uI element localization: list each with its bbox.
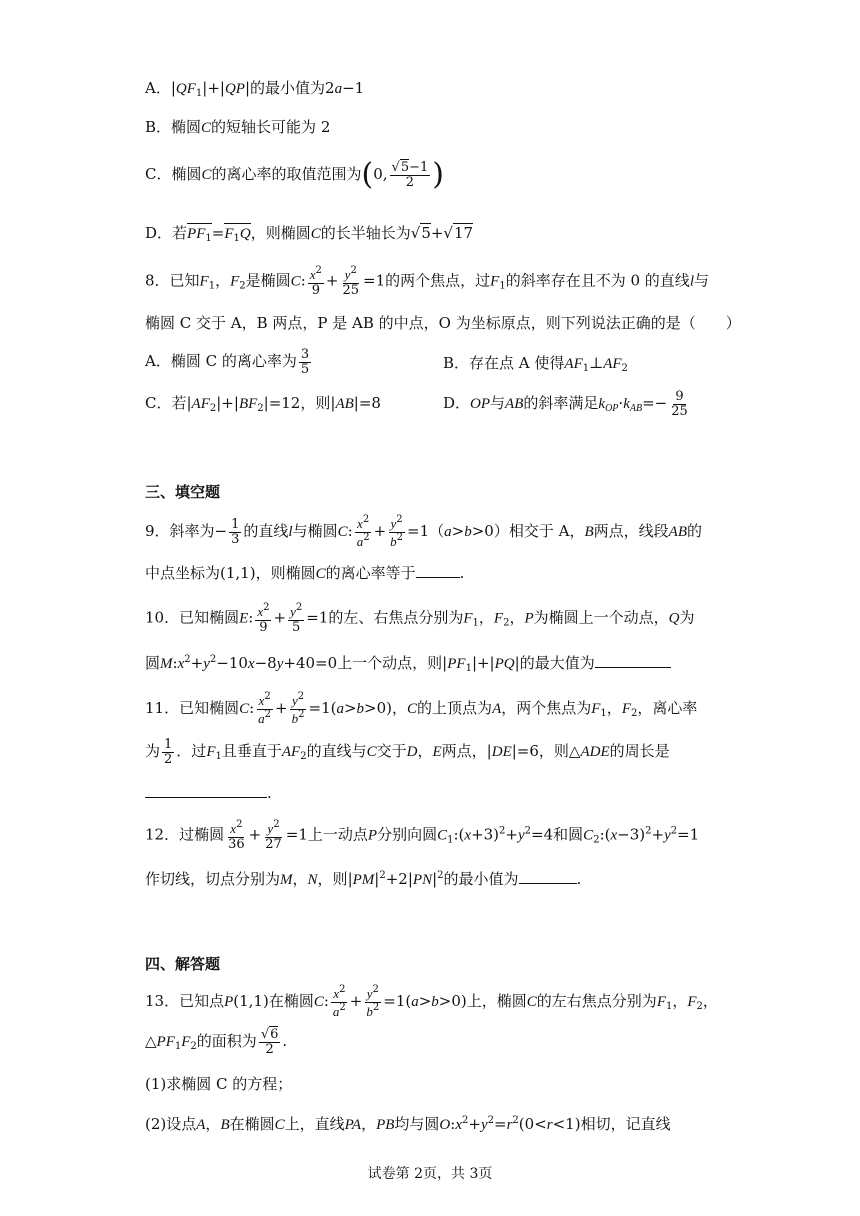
q8-option-c: C．若$|AF_2|+|BF_2|=12$，则|AB|=8 — [145, 394, 381, 414]
q11-line2: 为 $\frac{1}{2}$ ．过$F_1$且垂直于$AF_2$的直线与C交于D，E两点，|DE|=6，则△ADE的周长是 — [145, 737, 670, 767]
q8-stem-line1: 8．已知$F_1$，$F_2$是椭圆C: $\frac{x^2}{9}$ + $\frac{y^2}{25}$ =1的两个焦点，过$F_1$的斜率存在且不为 0 的直线l与 — [145, 265, 709, 298]
q7-option-d: D．若$PF_1=F_1Q$，则椭圆C的长半轴长为√5+√17 — [145, 224, 474, 244]
q8-option-b: B．存在点 A 使得$AF_1\perp AF_2$ — [443, 354, 628, 374]
q11-answer-blank: . — [145, 786, 272, 801]
q8-option-a: A．椭圆 C 的离心率为 $\frac{3}{5}$ — [145, 347, 310, 377]
q13-part1: (1)求椭圆 C 的方程； — [145, 1075, 293, 1093]
q13-part2: (2)设点A，B在椭圆C上，直线PA，PB均与圆$O:x^2+y^2=r^2(0<r<1)$相切，记直线 — [145, 1115, 671, 1133]
q10-line2: 圆$M:x^2+y^2-10x-8y+40=0$上一个动点，则$|PF_1|+|PQ|$的最大值为 — [145, 655, 671, 674]
page-footer: 试卷第 2页，共 3页 — [367, 1166, 493, 1182]
q12-line1: 12．过椭圆 $\frac{x^2}{36}$ + $\frac{y^2}{27}$ =1上一动点P分别向圆$C_1:(x+3)^2+y^2=4$和圆$C_2:(x-3)^2+y^2=1$ — [145, 819, 700, 852]
q8-option-d: D．OP与AB的斜率满足$k_{OP}\cdot k_{AB}=-$ $\frac{9}{25}$ — [443, 389, 688, 419]
q8-stem-line2: 椭圆 C 交于 A，B 两点，P 是 AB 的中点，O 为坐标原点，则下列说法正确的是（ ） — [145, 314, 741, 332]
q13-line2: $\triangle PF_1F_2$的面积为 $\frac{√6}{2}$ . — [145, 1027, 288, 1057]
q7-option-c: C．椭圆C的离心率的取值范围为(0, $\frac{√5-1}{2}$ ) — [145, 157, 445, 192]
q7-option-b: B．椭圆C的短轴长可能为 2 — [145, 118, 331, 136]
q9-line2: 中点坐标为(1,1)，则椭圆C的离心率等于 . — [145, 564, 465, 582]
q9-line1: 9．斜率为− $\frac{1}{3}$ 的直线l与椭圆C: $\frac{x^2}{a^2}$ + $\frac{y^2}{b^2}$ =1（a>b>0）相交于 A，B两点，线段AB的 — [145, 514, 702, 549]
q13-line1: 13．已知点P(1,1)在椭圆C: $\frac{x^2}{a^2}$ + $\frac{y^2}{b^2}$ =1(a>b>0)上，椭圆C的左右焦点分别为$F_1$，$F_2$， — [145, 984, 718, 1019]
section-fill-in-heading: 三、填空题 — [145, 483, 221, 501]
q7-option-a: A．$|QF_1|+|QP|$的最小值为2a−1 — [145, 79, 365, 99]
q12-line2: 作切线，切点分别为M，N，则$|PM|^2+2|PN|^2$的最小值为 . — [145, 870, 582, 888]
q10-line1: 10．已知椭圆E: $\frac{x^2}{9}$ + $\frac{y^2}{5}$ =1的左、右焦点分别为$F_1$，$F_2$，P为椭圆上一个动点，Q为 — [145, 602, 695, 635]
q11-line1: 11．已知椭圆C: $\frac{x^2}{a^2}$ + $\frac{y^2}{b^2}$ =1(a>b>0)，C的上顶点为A，两个焦点为$F_1$，$F_2$，离心率 — [145, 691, 698, 726]
section-answer-heading: 四、解答题 — [145, 955, 221, 973]
